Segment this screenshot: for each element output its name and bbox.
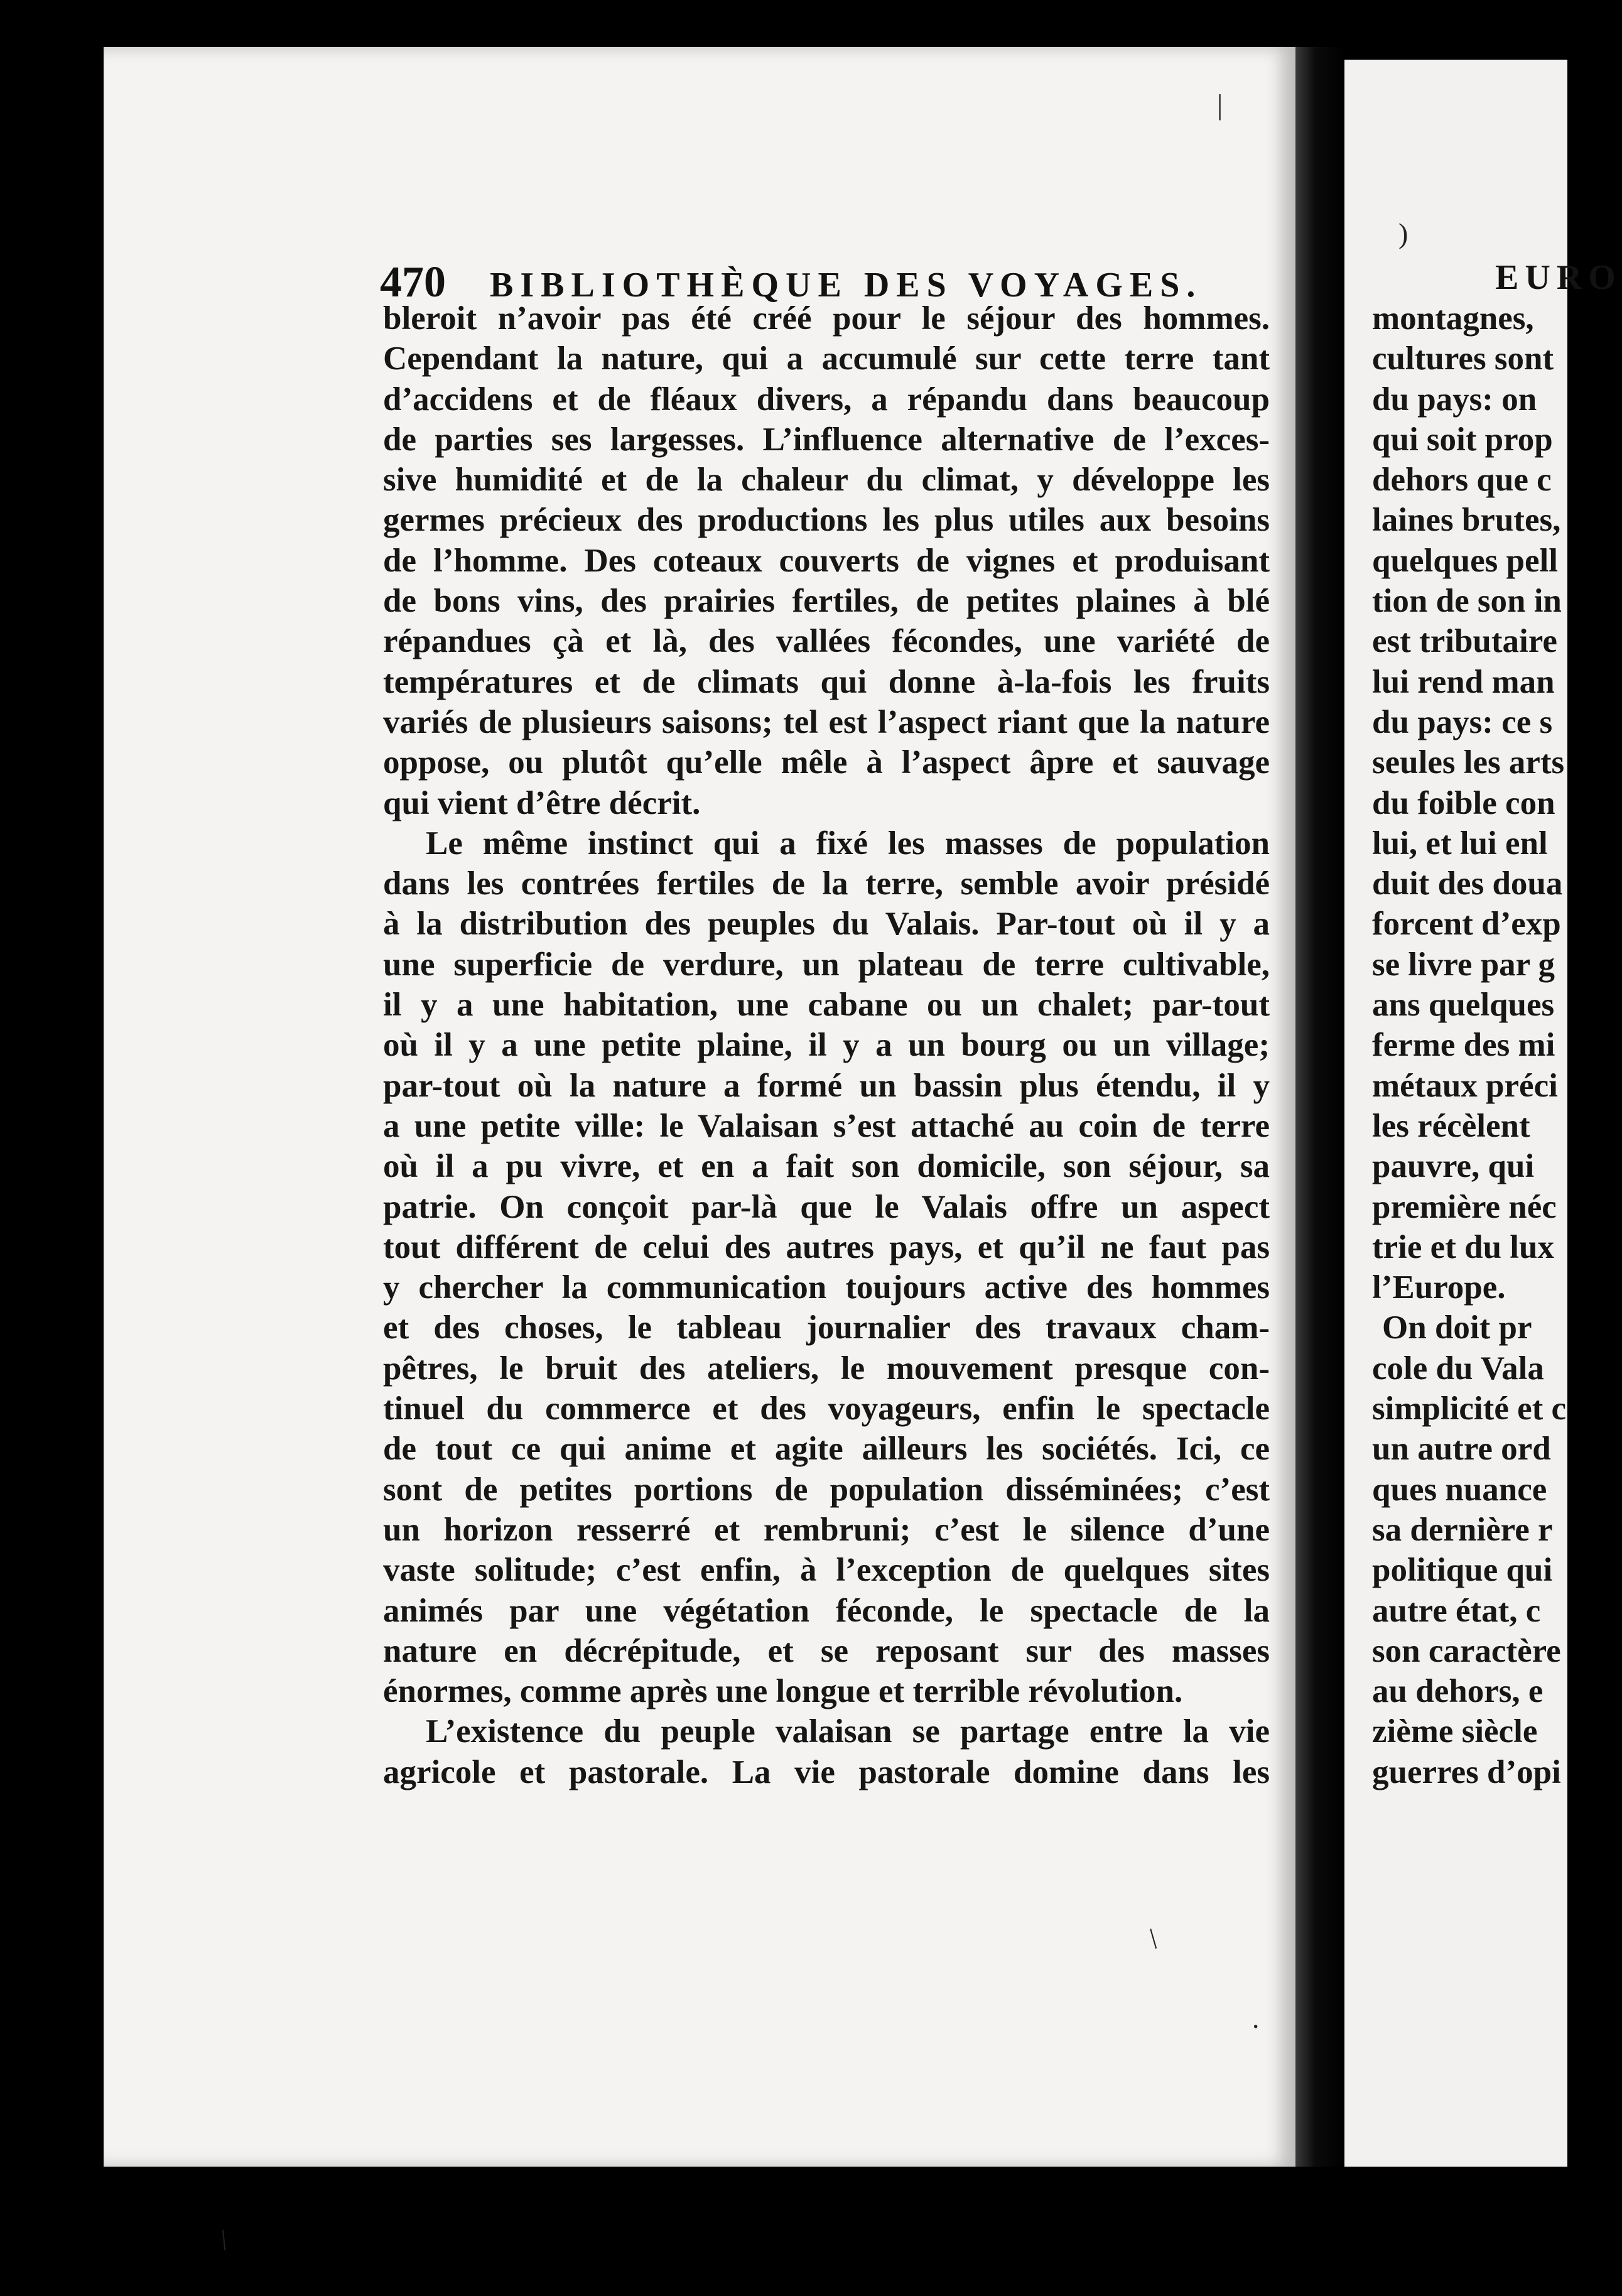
right-body-text	[1372, 298, 1586, 1792]
text-line: ques nuance	[1372, 1471, 1547, 1508]
text-line: simplicité et c	[1372, 1390, 1567, 1427]
text-line: nature en décrépitude, et se reposant sur des masses	[383, 1632, 1270, 1669]
text-line: l’Europe.	[1372, 1269, 1506, 1306]
text-line: a une petite ville: le Valaisan s’est attaché au coin de terre	[383, 1107, 1270, 1144]
text-line: un horizon resserré et rembruni; c’est le silence d’une	[383, 1511, 1270, 1548]
text-line: variés de plusieurs saisons; tel est l’aspect riant que la nature	[383, 703, 1270, 740]
text-line: forcent d’exp	[1372, 906, 1561, 943]
text-line: une superficie de verdure, un plateau de terre cultivable,	[383, 946, 1270, 983]
text-line: où il y a une petite plaine, il y a un bourg ou un village;	[383, 1027, 1270, 1064]
text-line: On doit pr	[1382, 1309, 1532, 1346]
text-line: trie et du lux	[1372, 1228, 1554, 1265]
running-title: BIBLIOTHÈQUE DES VOYAGES.	[490, 266, 1203, 305]
text-line: répandues çà et là, des vallées fécondes, une variété de	[383, 623, 1270, 660]
text-line: lui rend man	[1372, 663, 1555, 700]
text-line: métaux préci	[1372, 1067, 1558, 1104]
text-line: Cependant la nature, qui a accumulé sur cette terre tant	[383, 340, 1270, 377]
page-number: 470	[380, 258, 446, 306]
text-line: un autre ord	[1372, 1431, 1551, 1468]
text-line: guerres d’opi	[1372, 1753, 1561, 1790]
text-line: à la distribution des peuples du Valais. Par-tout où il y a	[383, 906, 1270, 943]
text-line: il y a une habitation, une cabane ou un chalet; par-tout	[383, 987, 1270, 1024]
text-line: du pays: on	[1372, 381, 1537, 418]
text-line: agricole et pastorale. La vie pastorale domine dans les	[383, 1753, 1270, 1790]
scan-mark: /	[1140, 1922, 1166, 1954]
text-line: de bons vins, des prairies fertiles, de petites plaines à blé	[383, 583, 1270, 620]
text-line: autre état, c	[1372, 1592, 1541, 1629]
text-line: quelques pell	[1372, 542, 1559, 579]
text-line: son caractère	[1372, 1632, 1561, 1669]
text-line: températures et de climats qui donne à-la-fois les fruits	[383, 663, 1270, 700]
text-line: énormes, comme après une longue et terrible révolution.	[383, 1673, 1183, 1710]
text-line: tion de son in	[1372, 583, 1562, 620]
scan-mark: ·	[1251, 2010, 1261, 2042]
text-line: ans quelques	[1372, 987, 1555, 1024]
text-line: de parties ses largesses. L’influence alternative de l’exces-	[383, 421, 1270, 458]
text-line: qui soit prop	[1372, 421, 1553, 458]
text-line: de tout ce qui anime et agite ailleurs les sociétés. Ici, ce	[383, 1431, 1270, 1468]
text-line: tout différent de celui des autres pays, et qu’il ne faut pas	[383, 1228, 1270, 1265]
text-line: montagnes,	[1372, 300, 1534, 337]
text-line: bleroit n’avoir pas été créé pour le séjour des hommes.	[383, 300, 1270, 337]
text-line: tinuel du commerce et des voyageurs, enfin le spectacle	[383, 1390, 1270, 1427]
text-line: pauvre, qui	[1372, 1148, 1535, 1185]
text-line: Le même instinct qui a fixé les masses de population	[426, 825, 1270, 862]
text-line: ferme des mi	[1372, 1027, 1555, 1064]
text-line: cole du Vala	[1372, 1350, 1544, 1387]
text-line: de l’homme. Des coteaux couverts de vignes et produisant	[383, 542, 1270, 579]
text-line: zième siècle	[1372, 1713, 1538, 1750]
text-line: animés par une végétation féconde, le spectacle de la	[383, 1592, 1270, 1629]
text-line: première néc	[1372, 1188, 1557, 1225]
text-line: pêtres, le bruit des ateliers, le mouvement presque con-	[383, 1350, 1270, 1387]
text-line: sive humidité et de la chaleur du climat, y développe les	[383, 462, 1270, 499]
text-line: du pays: ce s	[1372, 703, 1553, 740]
text-line: par-tout où la nature a formé un bassin plus étendu, il y	[383, 1067, 1270, 1104]
text-line: au dehors, e	[1372, 1673, 1544, 1710]
text-line: seules les arts	[1372, 744, 1565, 781]
text-line: y chercher la communication toujours active des hommes	[383, 1269, 1270, 1306]
text-line: se livre par g	[1372, 946, 1555, 983]
text-line: sont de petites portions de population disséminées; c’est	[383, 1471, 1270, 1508]
text-line: lui, et lui enl	[1372, 825, 1548, 862]
text-line: les récèlent	[1372, 1107, 1530, 1144]
text-line: laines brutes,	[1372, 502, 1561, 539]
text-line: du foible con	[1372, 784, 1555, 821]
text-line: dans les contrées fertiles de la terre, semble avoir présidé	[383, 865, 1270, 902]
text-line: et des choses, le tableau journalier des travaux cham-	[383, 1309, 1270, 1346]
text-line: cultures sont	[1372, 340, 1554, 377]
text-line: où il a pu vivre, et en a fait son domicile, son séjour, sa	[383, 1148, 1270, 1185]
text-line: vaste solitude; c’est enfin, à l’exception de quelques sites	[383, 1552, 1270, 1589]
text-line: dehors que c	[1372, 462, 1552, 499]
text-line: est tributaire	[1372, 623, 1557, 660]
scan-mark: )	[1398, 217, 1408, 249]
text-line: patrie. On conçoit par-là que le Valais offre un aspect	[383, 1188, 1270, 1225]
text-line: germes précieux des productions les plus utiles aux besoins	[383, 502, 1270, 539]
scan-mark: /	[213, 2223, 234, 2256]
book-gutter	[1295, 47, 1344, 2167]
scan-mark: |	[1217, 89, 1223, 121]
left-body-text	[383, 298, 1270, 1792]
text-line: duit des doua	[1372, 865, 1563, 902]
text-line: qui vient d’être décrit.	[383, 784, 701, 821]
text-line: politique qui	[1372, 1552, 1553, 1589]
text-line: L’existence du peuple valaisan se partage entre la vie	[426, 1713, 1270, 1750]
text-line: sa dernière r	[1372, 1511, 1553, 1548]
text-line: d’accidens et de fléaux divers, a répandu dans beaucoup	[383, 381, 1270, 418]
right-page-header: EURO	[1495, 258, 1622, 297]
text-line: oppose, ou plutôt qu’elle mêle à l’aspect âpre et sauvage	[383, 744, 1270, 781]
